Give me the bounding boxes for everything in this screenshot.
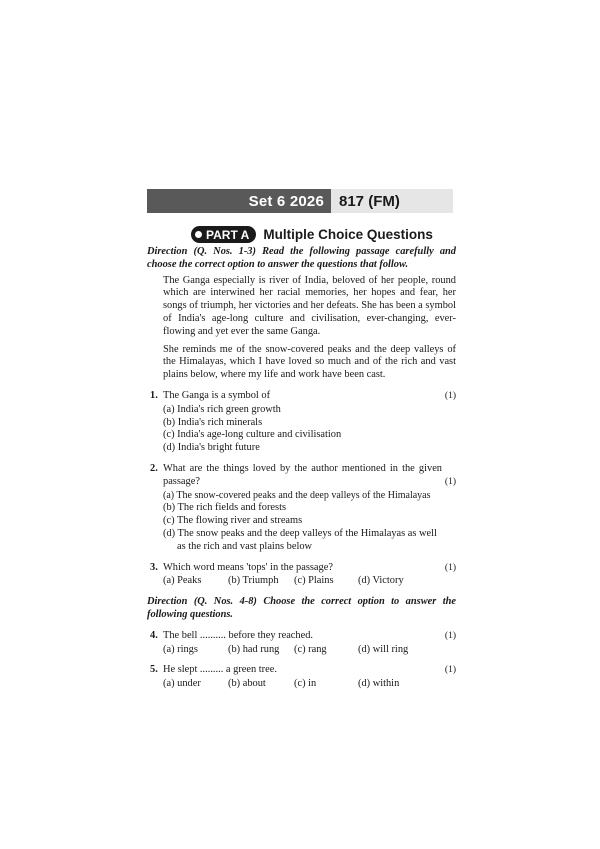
direction-1-label: Direction (Q. Nos. 1-3) bbox=[147, 246, 256, 257]
options-row bbox=[163, 575, 456, 588]
question-2 bbox=[147, 463, 456, 554]
part-badge-label: PART A bbox=[206, 227, 250, 242]
option: (b) India's rich minerals bbox=[163, 416, 263, 428]
passage bbox=[163, 275, 456, 382]
question-3 bbox=[147, 562, 456, 589]
question-number: 4. bbox=[150, 629, 158, 641]
option: (b) The rich fields and forests bbox=[163, 502, 287, 514]
question-marks: (1) bbox=[444, 476, 456, 487]
options-row bbox=[163, 644, 456, 657]
passage-paragraph: She reminds me of the snow-covered peaks and the deep valleys of the Himalayas, which I have loved so much and of the rich and vast plains below, where my life and work have been cast. bbox=[163, 343, 456, 381]
question-4 bbox=[147, 630, 456, 657]
part-badge bbox=[191, 226, 256, 243]
question-content bbox=[147, 246, 456, 691]
option: (c) rang bbox=[294, 643, 327, 655]
passage-paragraph: The Ganga especially is river of India, beloved of her people, round which are interwined her racial memories, her hopes and fear, her songs of triumph, her victories and her defeats. She has been a symbol of India's age-long culture and civilisation, ever-changing, ever-flowing and yet ever the same Ganga. bbox=[163, 274, 456, 337]
option: (a) under bbox=[163, 678, 201, 690]
question-1 bbox=[147, 390, 456, 455]
option: (a) rings bbox=[163, 643, 198, 655]
options-list bbox=[163, 490, 456, 554]
paper-code: 817 (FM) bbox=[339, 192, 400, 210]
question-text: He slept ......... a green tree. bbox=[163, 664, 277, 676]
question-number: 2. bbox=[150, 462, 158, 474]
section-title: Multiple Choice Questions bbox=[263, 227, 433, 242]
set-label: Set 6 2026 bbox=[147, 189, 331, 213]
option: (d) Victory bbox=[358, 575, 404, 587]
option: (d) India's bright future bbox=[163, 442, 260, 454]
question-text: The bell .......... before they reached. bbox=[163, 629, 314, 641]
direction-1 bbox=[147, 246, 456, 272]
question-marks: (1) bbox=[444, 390, 456, 401]
options-list bbox=[163, 404, 456, 455]
part-heading bbox=[191, 226, 433, 243]
option: (d) within bbox=[358, 678, 400, 690]
question-number: 5. bbox=[150, 664, 158, 676]
options-row bbox=[163, 678, 456, 691]
option: (b) about bbox=[228, 678, 266, 690]
bullet-dot-icon bbox=[195, 231, 202, 238]
question-text: The Ganga is a symbol of bbox=[163, 389, 271, 401]
question-text: What are the things loved by the author mentioned in the given passage? bbox=[163, 462, 442, 487]
question-marks: (1) bbox=[444, 562, 456, 573]
option: (a) India's rich green growth bbox=[163, 403, 281, 415]
option: (d) will ring bbox=[358, 643, 409, 655]
question-number: 3. bbox=[150, 561, 158, 573]
direction-2 bbox=[147, 596, 456, 622]
option: (c) in bbox=[294, 678, 317, 690]
header-bar bbox=[147, 189, 453, 213]
direction-2-label: Direction (Q. Nos. 4-8) bbox=[147, 596, 257, 608]
question-marks: (1) bbox=[444, 630, 456, 641]
question-number: 1. bbox=[150, 389, 158, 401]
option: (a) Peaks bbox=[163, 575, 202, 587]
option: (c) Plains bbox=[294, 575, 334, 587]
question-5 bbox=[147, 664, 456, 691]
direction-2-text: Choose the correct option to answer the following questions. bbox=[147, 596, 456, 620]
option: (c) India's age-long culture and civilisation bbox=[163, 429, 342, 441]
direction-1-text: Read the following passage carefully and choose the correct option to answer the questions that follow. bbox=[147, 246, 456, 270]
option: (c) The flowing river and streams bbox=[163, 515, 303, 527]
option: (b) Triumph bbox=[228, 575, 279, 587]
question-marks: (1) bbox=[444, 665, 456, 676]
option: (b) had rung bbox=[228, 643, 280, 655]
question-text: Which word means 'tops' in the passage? bbox=[163, 561, 333, 573]
option: (a) The snow-covered peaks and the deep valleys of the Himalayas bbox=[163, 489, 431, 501]
option: (d) The snow peaks and the deep valleys of the Himalayas as well as the rich and vast plains below bbox=[163, 527, 437, 552]
